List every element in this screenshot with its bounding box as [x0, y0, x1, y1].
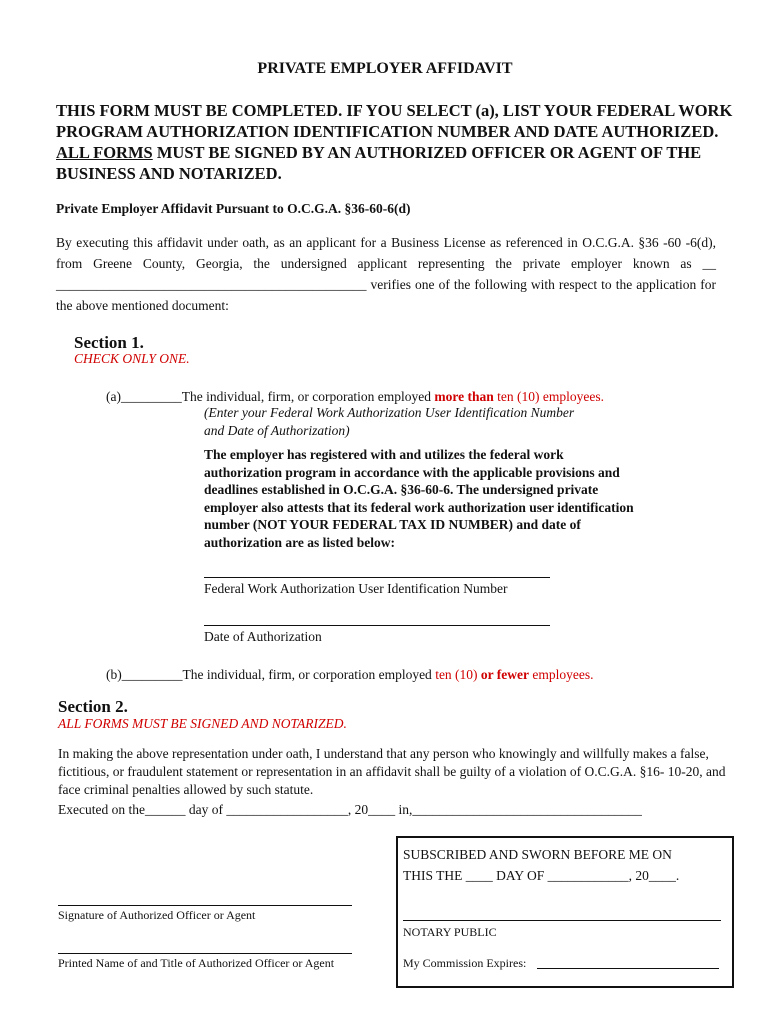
section1-instruction: CHECK ONLY ONE. — [74, 351, 190, 366]
user-id-label: Federal Work Authorization User Identification Number — [204, 581, 508, 596]
executed-line[interactable]: Executed on the______ day of __________________, 20____ in,__________________________________ — [58, 802, 642, 817]
notary-sworn-line2[interactable]: THIS THE ____ DAY OF ____________, 20____. — [403, 868, 680, 883]
notary-signature-line[interactable] — [403, 920, 721, 921]
date-input-line[interactable] — [204, 625, 550, 626]
option-a-marker[interactable]: (a)_________ — [106, 389, 182, 404]
option-b-marker[interactable]: (b)_________ — [106, 667, 183, 682]
section2-heading: Section 2. — [58, 697, 128, 716]
notary-sworn-line1: SUBSCRIBED AND SWORN BEFORE ME ON — [403, 847, 672, 862]
section2-instruction: ALL FORMS MUST BE SIGNED AND NOTARIZED. — [58, 716, 347, 731]
option-a-note-line1: (Enter your Federal Work Authorization User Identification Number — [204, 405, 575, 420]
notary-public-label: NOTARY PUBLIC — [403, 925, 497, 939]
option-b[interactable]: (b)_________The individual, firm, or corporation employed ten (10) or fewer employees. — [106, 667, 594, 682]
document-title: PRIVATE EMPLOYER AFFIDAVIT — [257, 60, 513, 77]
intro-paragraph: By executing this affidavit under oath, as an applicant for a Business License as referenced in O.C.G.A. §36 -60 -6(d), from Greene County, Georgia, the undersigned applicant representing the private employer known as __ ______________________________________________ verifies one of the following with respect to the application for the above mentioned document: — [56, 235, 716, 313]
option-a-statement: The employer has registered with and utilizes the federal work authorization program in accordance with the applicable provisions and deadlines established in O.C.G.A. §36-60-6. The undersigned private employer also attests that its federal work authorization user identification number (NOT YOUR FEDERAL TAX ID NUMBER) and date of authorization are as listed below: — [204, 447, 634, 550]
option-a-note-line2: and Date of Authorization) — [204, 423, 350, 438]
commission-expires-line[interactable] — [537, 968, 719, 969]
signature-label: Signature of Authorized Officer or Agent — [58, 908, 256, 922]
section1-heading: Section 1. — [74, 333, 144, 352]
form-warning: THIS FORM MUST BE COMPLETED. IF YOU SELECT (a), LIST YOUR FEDERAL WORK PROGRAM AUTHORIZATION IDENTIFICATION NUMBER AND DATE AUTHORIZED. ALL FORMS MUST BE SIGNED BY AN AUTHORIZED OFFICER OR AGENT OF THE BUSINESS AND NOTARIZED. — [56, 101, 733, 183]
option-a[interactable]: (a)_________The individual, firm, or corporation employed more than ten (10) employees. — [106, 389, 605, 404]
printed-name-label: Printed Name of and Title of Authorized Officer or Agent — [58, 956, 335, 970]
printed-name-line[interactable] — [58, 953, 352, 954]
commission-expires-label: My Commission Expires: — [403, 956, 527, 970]
section2-body: In making the above representation under oath, I understand that any person who knowingly and willfully makes a false, fictitious, or fraudulent statement or representation in an affidavit shall be guilty of a violation of O.C.G.A. §16- 10-20, and face criminal penalties allowed by such statute. — [58, 746, 726, 797]
date-label: Date of Authorization — [204, 629, 322, 644]
affidavit-subheading: Private Employer Affidavit Pursuant to O.C.G.A. §36-60-6(d) — [56, 201, 411, 216]
user-id-input-line[interactable] — [204, 577, 550, 578]
signature-line[interactable] — [58, 905, 352, 906]
